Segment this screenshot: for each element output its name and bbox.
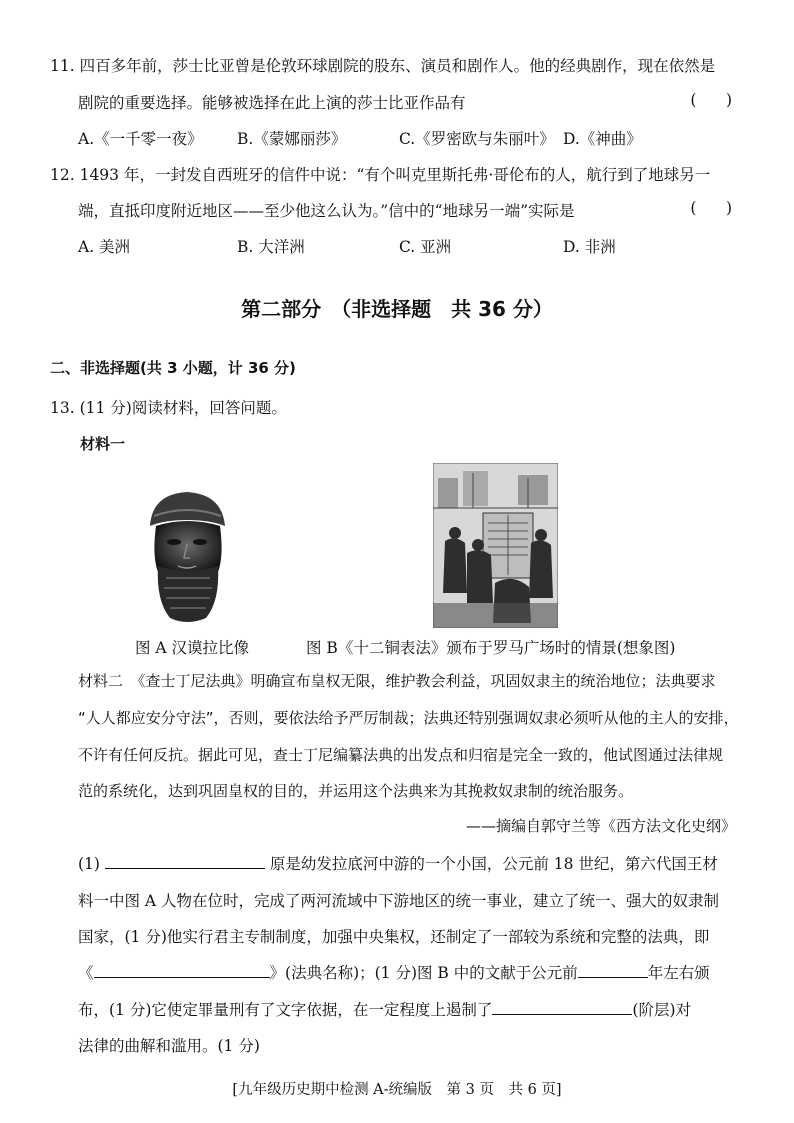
q11-line2: 剧院的重要选择。能够被选择在此上演的莎士比亚作品有 [78,94,466,112]
q13-sub1-line1 [78,852,718,874]
caption-figure-a: 图 A 汉谟拉比像 [135,639,250,657]
q11-option-d: D.《神曲》 [563,130,642,148]
figure-a-hammurabi-image [140,486,235,626]
answer-blank-year[interactable] [578,963,648,978]
material2-line-3: 不许有任何反抗。据此可见，查士丁尼编纂法典的出发点和归宿是完全一致的，他试图通过法律规 [78,746,724,764]
q13-sub1-open-bracket: 《 [78,964,94,982]
material2-line-4: 范的系统化，达到巩固皇权的目的，并运用这个法典来为其挽救奴隶制的统治服务。 [78,782,634,800]
material2-line-1: 材料二 《查士丁尼法典》明确宣布皇权无限，维护教会利益，巩固奴隶主的统治地位；法典要求 [78,672,716,690]
part2-title: 第二部分 （非选择题 共 36 分） [241,297,553,321]
q11-line1: 11. 四百多年前，莎士比亚曾是伦敦环球剧院的股东、演员和剧作人。他的经典剧作，现在依然是 [50,57,716,75]
q13-intro: 13. (11 分)阅读材料，回答问题。 [50,399,287,417]
answer-blank-country[interactable] [105,854,265,869]
figure-b-twelve-tables-image [433,463,558,628]
q12-option-d: D. 非洲 [563,238,616,256]
q13-sub1-number: (1) [78,855,100,873]
q13-sub1-line4-end: 年左右颁 [647,964,710,982]
material2-source: ——摘编自郭守兰等《西方法文化史纲》 [465,817,736,835]
q11-option-b: B.《蒙娜丽莎》 [237,130,347,148]
answer-blank-code-name[interactable] [94,963,270,978]
q13-sub1-line5 [78,998,691,1020]
q13-sub1-line2: 料一中图 A 人物在位时，完成了两河流域中下游地区的统一事业，建立了统一、强大的奴隶制 [78,892,720,910]
q13-sub1-line4-text: 》(法典名称)；(1 分)图 B 中的文献于公元前 [269,964,578,982]
q12-option-c: C. 亚洲 [399,238,452,256]
q13-sub1-line5-end: (阶层)对 [632,1001,691,1019]
caption-figure-b: 图 B《十二铜表法》颁布于罗马广场时的情景(想象图) [306,639,676,657]
q13-sub1-line3: 国家，(1 分)他实行君主专制制度，加强中央集权，还制定了一部较为系统和完整的法典，即 [78,928,710,946]
material1-label: 材料一 [80,435,126,453]
q12-option-b: B. 大洋洲 [237,238,305,256]
q12-answer-bracket: ( ) [690,199,732,217]
q12-option-a: A. 美洲 [78,238,131,256]
q11-answer-bracket: ( ) [690,91,732,109]
material2-line-2: “人人都应安分守法”，否则，要依法给予严厉制裁；法典还特别强调奴隶必须听从他的主人的安排， [78,709,739,727]
q13-sub1-line6: 法律的曲解和滥用。(1 分) [78,1037,260,1055]
q12-line1: 12. 1493 年，一封发自西班牙的信件中说：“有个叫克里斯托弗·哥伦布的人，航行到了地球另一 [50,166,711,184]
q11-option-c: C.《罗密欧与朱丽叶》 [399,130,555,148]
section2-heading: 二、非选择题(共 3 小题，计 36 分) [50,359,296,377]
q11-option-a: A.《一千零一夜》 [78,130,203,148]
q13-sub1-line1-text: 原是幼发拉底河中游的一个小国，公元前 18 世纪，第六代国王材 [269,855,718,873]
page-footer: [九年级历史期中检测 A-统编版 第 3 页 共 6 页] [232,1082,562,1098]
answer-blank-class[interactable] [492,1000,632,1015]
q12-line2: 端，直抵印度附近地区——至少他这么认为。”信中的“地球另一端”实际是 [78,202,575,220]
q13-sub1-line5-text: 布，(1 分)它使定罪量刑有了文字依据，在一定程度上遏制了 [78,1001,493,1019]
q13-sub1-line4 [78,961,710,983]
